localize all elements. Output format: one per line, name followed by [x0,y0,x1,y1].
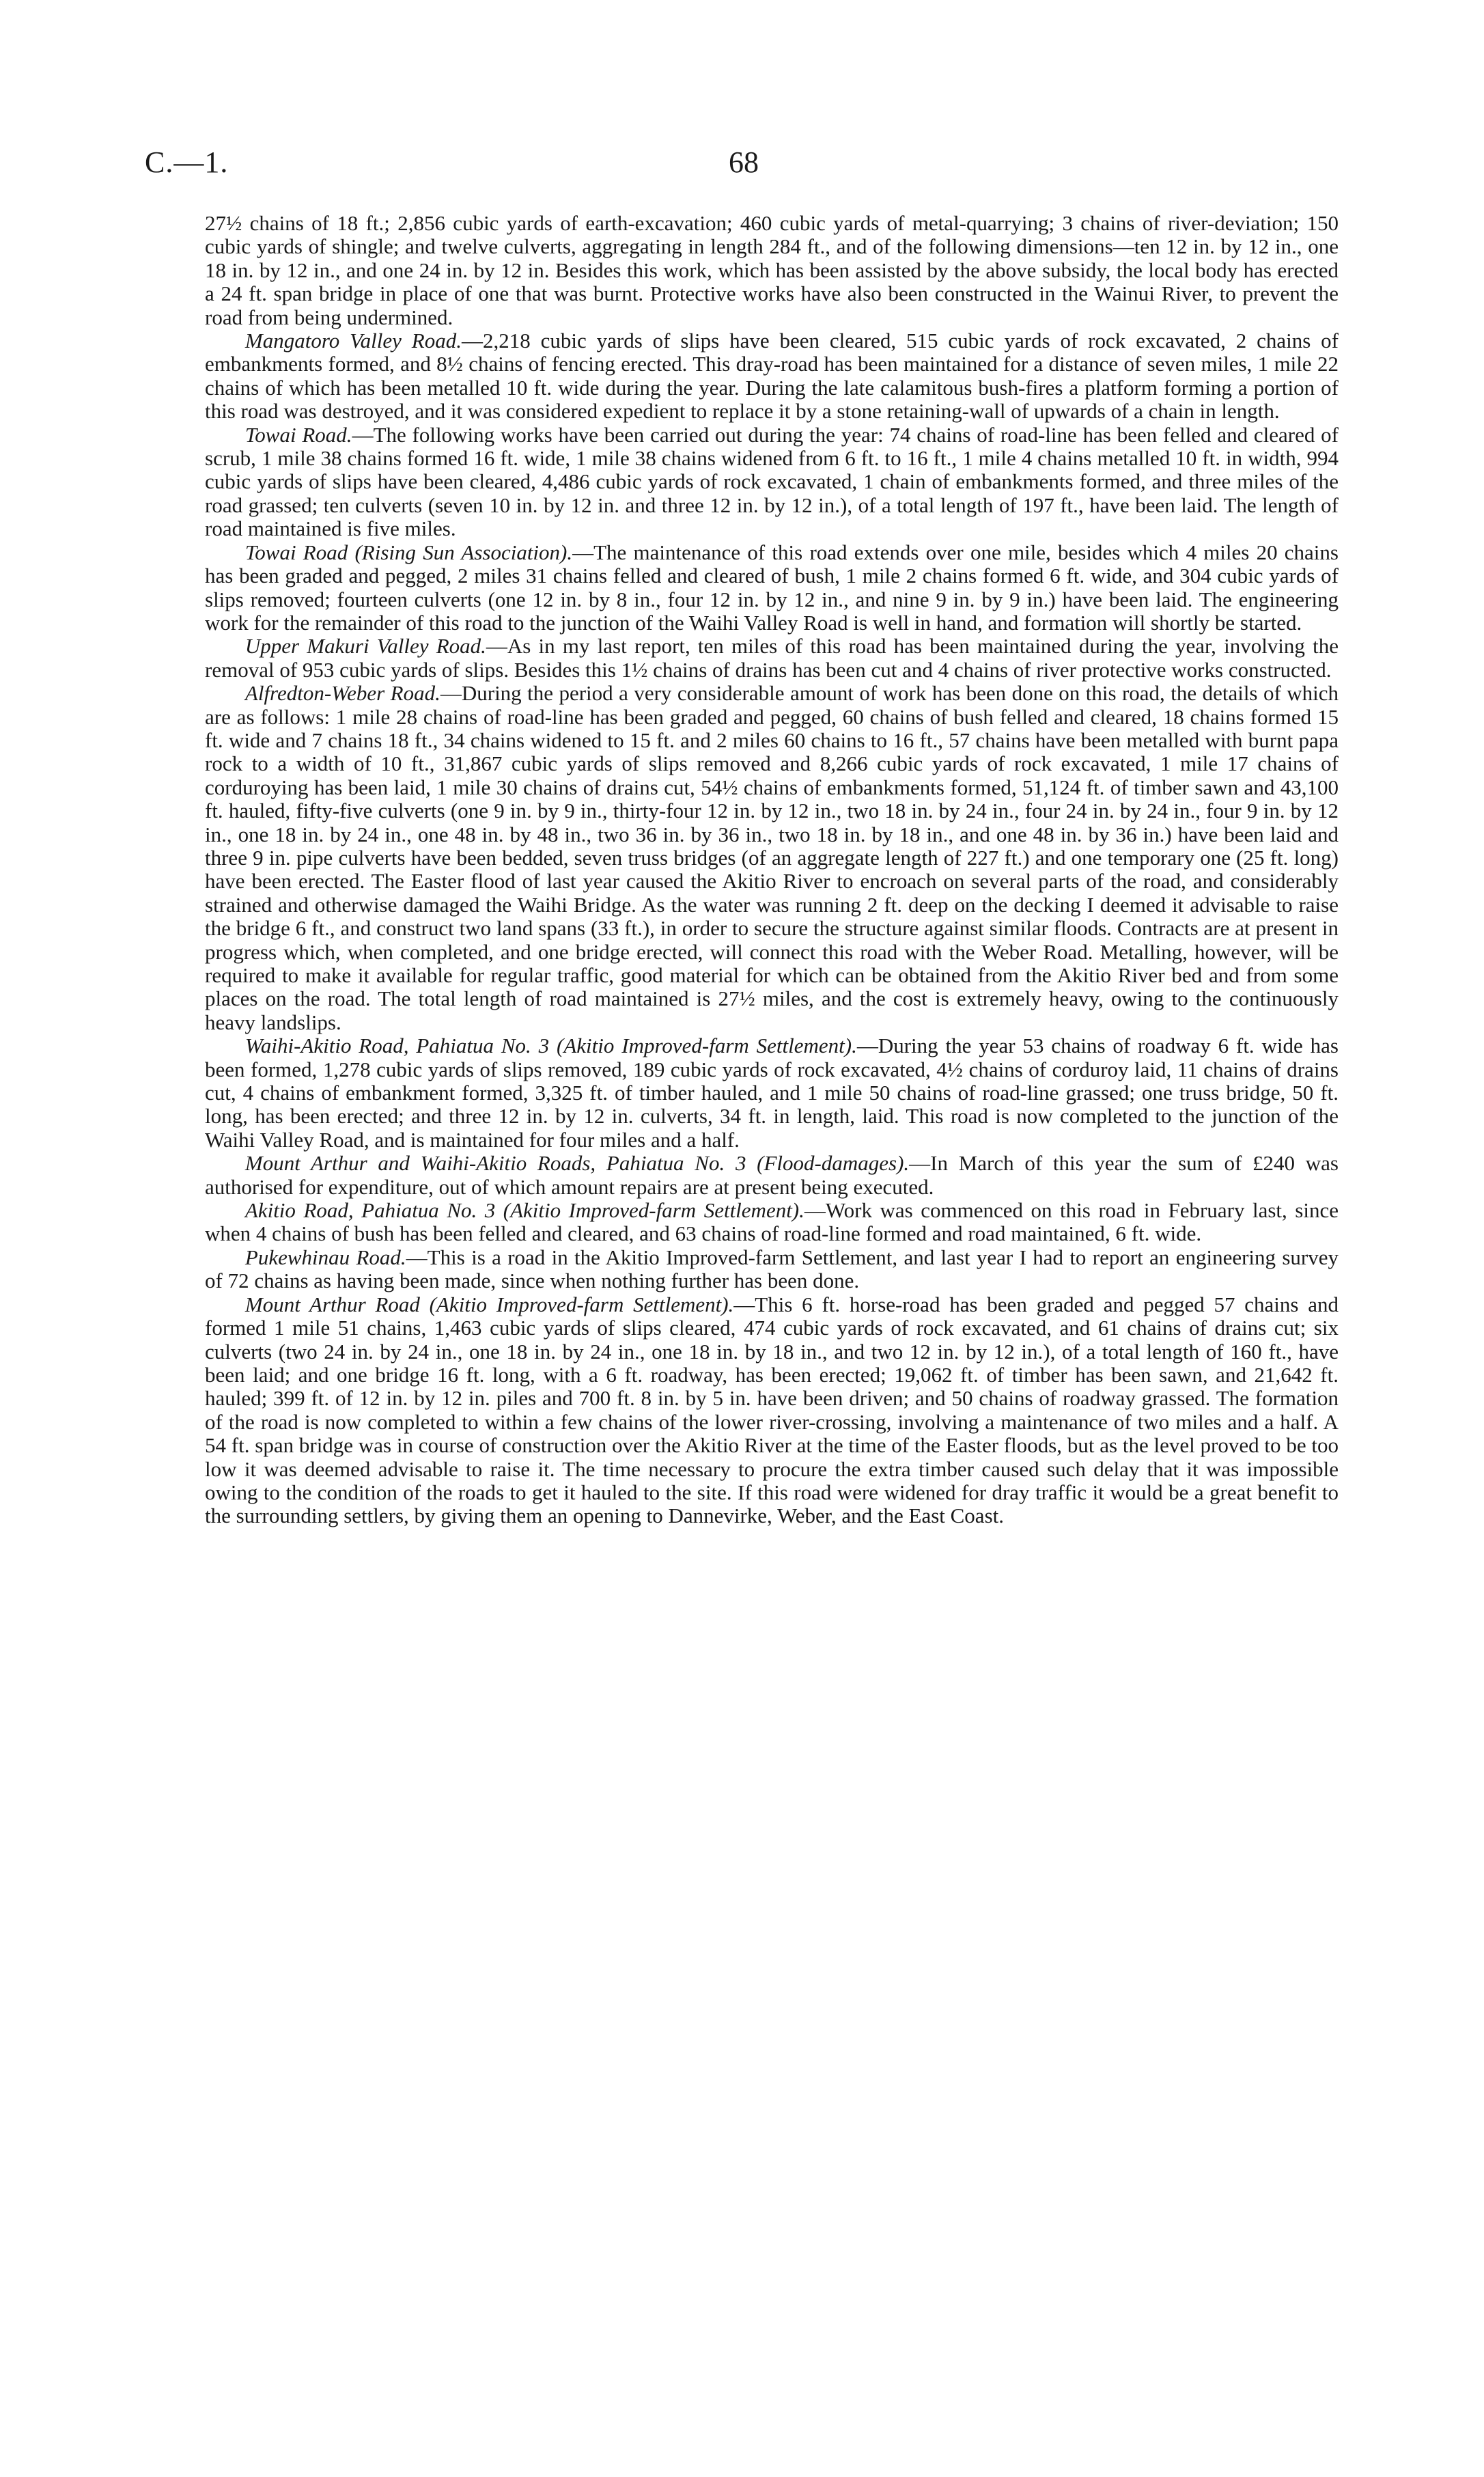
page-number: 68 [729,146,759,179]
paragraph-mangatoro-valley-road [205,329,1339,424]
paragraph-text: —This 6 ft. horse-road has been graded and pegged 57 chains and formed 1 mile 51 chains, 1,463 cubic yards of slips cleared, 474 cubic yards of rock excavated, and 61 chains of drains cut; six culverts (two 24 in. by 24 in., one 18 in. by 24 in., one 18 in. by 18 in., and two 12 in. by 12 in.), of a total length of 160 ft., have been laid; and one bridge 16 ft. long, with a 6 ft. roadway, has been erected; 19,062 ft. of timber has been sawn, and 21,642 ft. hauled; 399 ft. of 12 in. by 12 in. piles and 700 ft. 8 in. by 5 in. have been driven; and 50 chains of roadway grassed. The formation of the road is now completed to within a few chains of the lower river-crossing, involving a maintenance of two miles and a half. A 54 ft. span bridge was in course of construction over the Akitio River at the time of the Easter floods, but as the level proved to be too low it was deemed advisable to raise it. The time necessary to procure the extra timber caused such delay that it was impossible owing to the condition of the roads to get it hauled to the site. If this road were widened for dray traffic it would be a great benefit to the surrounding settlers, by giving them an opening to Dannevirke, Weber, and the East Coast. [205,1292,1339,1528]
paragraph-heading: Towai Road. [244,422,352,447]
paragraph-pukewhinau-road [205,1246,1339,1293]
paragraph-mount-arthur-road [205,1293,1339,1528]
paragraph-heading: Pukewhinau Road. [244,1245,406,1269]
paragraph-text: —During the year 53 chains of roadway 6 ft. wide has been formed, 1,278 cubic yards of slips removed, 189 cubic yards of rock excavated, 4½ chains of corduroy laid, 11 chains of drains cut, 4 chains of embankment formed, 3,325 ft. of timber hauled, and 1 mile 50 chains of road-line grassed; one truss bridge, 50 ft. long, has been erected; and three 12 in. by 12 in. culverts, 34 ft. in length, laid. This road is now completed to the junction of the Waihi Valley Road, and is maintained for four miles and a half. [205,1034,1339,1152]
paragraph-waihi-akitio-road [205,1034,1339,1152]
paragraph-text: —During the period a very considerable amount of work has been done on this road, the details of which are as follows: 1 mile 28 chains of road-line has been graded and pegged, 60 chains of bush felled and cleared, 18 chains formed 15 ft. wide and 7 chains 18 ft., 34 chains widened to 15 ft. and 2 miles 60 chains to 16 ft., 57 chains have been metalled with burnt papa rock to a width of 10 ft., 31,867 cubic yards of slips removed and 8,266 cubic yards of rock excavated, 1 mile 17 chains of corduroying has been laid, 1 mile 30 chains of drains cut, 54½ chains of embankments formed, 51,124 ft. of timber sawn and 43,100 ft. hauled, fifty-five culverts (one 9 in. by 9 in., thirty-four 12 in. by 12 in., two 18 in. by 24 in., four 24 in. by 24 in., four 9 in. by 12 in., one 18 in. by 24 in., one 48 in. by 48 in., two 36 in. by 36 in., two 18 in. by 18 in., and one 48 in. by 36 in.) have been laid and three 9 in. pipe culverts have been bedded, seven truss bridges (of an aggregate length of 227 ft.) and one temporary one (25 ft. long) have been erected. The Easter flood of last year caused the Akitio River to encroach on several parts of the road, and considerably strained and otherwise damaged the Waihi Bridge. As the water was running 2 ft. deep on the decking I deemed it advisable to raise the bridge 6 ft., and construct two land spans (33 ft.), in order to secure the structure against similar floods. Contracts are at present in progress which, when completed, and one bridge erected, will connect this road with the Weber Road. Metalling, however, will be required to make it available for regular traffic, good material for which can be obtained from the Akitio River bed and from some places on the road. The total length of road maintained is 27½ miles, and the cost is extremely heavy, owing to the continuously heavy landslips. [205,681,1339,1034]
paragraph-text: —This is a road in the Akitio Improved-farm Settlement, and last year I had to report an engineering survey of 72 chains as having been made, since when nothing further has been done. [205,1245,1339,1293]
paragraph-heading: Towai Road (Rising Sun Association). [244,540,573,564]
paragraph-text: —In March of this year the sum of £240 was authorised for expenditure, out of which amount repairs are at present being executed. [205,1151,1339,1199]
paragraph-towai-road [205,424,1339,541]
paragraph-continuation [205,212,1339,329]
paragraph-heading: Waihi-Akitio Road, Pahiatua No. 3 (Akitio Improved-farm Settlement). [244,1034,857,1058]
document-reference: C.—1. [145,146,229,179]
paragraph-text: —Work was commenced on this road in February last, since when 4 chains of bush has been felled and cleared, and 63 chains of road-line formed and road maintained, 6 ft. wide. [205,1198,1339,1246]
paragraph-upper-makuri-valley-road [205,635,1339,682]
paragraph-heading: Akitio Road, Pahiatua No. 3 (Akitio Improved-farm Settlement). [244,1198,804,1223]
paragraph-text: —2,218 cubic yards of slips have been cleared, 515 cubic yards of rock excavated, 2 chains of embankments formed, and 8½ chains of fencing erected. This dray-road has been maintained for a distance of seven miles, 1 mile 22 chains of which has been metalled 10 ft. wide during the year. During the late calamitous bush-fires a platform forming a portion of this road was destroyed, and it was considered expedient to replace it by a stone retaining-wall of upwards of a chain in length. [205,329,1339,424]
page-header [145,145,1340,186]
paragraph-heading: Mangatoro Valley Road. [244,329,462,353]
paragraph-heading: Mount Arthur Road (Akitio Improved-farm Settlement). [244,1292,734,1316]
report-body [205,212,1339,1528]
paragraph-heading: Upper Makuri Valley Road. [244,634,486,659]
paragraph-text: 27½ chains of 18 ft.; 2,856 cubic yards of earth-excavation; 460 cubic yards of metal-quarrying; 3 chains of river-deviation; 150 cubic yards of shingle; and twelve culverts, aggregating in length 284 ft., and of the following dimensions—ten 12 in. by 12 in., one 18 in. by 12 in., and one 24 in. by 12 in. Besides this work, which has been assisted by the above subsidy, the local body has erected a 24 ft. span bridge in place of one that was burnt. Protective works have also been constructed in the Wainui River, to prevent the road from being undermined. [205,211,1339,329]
paragraph-text: —As in my last report, ten miles of this road has been maintained during the year, involving the removal of 953 cubic yards of slips. Besides this 1½ chains of drains has been cut and 4 chains of river protective works constructed. [205,634,1339,682]
paragraph-heading: Alfredton-Weber Road. [244,681,440,706]
paragraph-heading: Mount Arthur and Waihi-Akitio Roads, Pahiatua No. 3 (Flood-damages). [244,1151,910,1176]
paragraph-alfredton-weber-road [205,682,1339,1034]
paragraph-towai-road-rising-sun [205,541,1339,635]
paragraph-text: —The maintenance of this road extends over one mile, besides which 4 miles 20 chains has been graded and pegged, 2 miles 31 chains felled and cleared of bush, 1 mile 2 chains formed 6 ft. wide, and 304 cubic yards of slips removed; fourteen culverts (one 12 in. by 8 in., four 12 in. by 12 in., and nine 9 in. by 9 in.) have been laid. The engineering work for the remainder of this road to the junction of the Waihi Valley Road is well in hand, and formation will shortly be started. [205,540,1339,635]
paragraph-text: —The following works have been carried out during the year: 74 chains of road-line has been felled and cleared of scrub, 1 mile 38 chains formed 16 ft. wide, 1 mile 38 chains widened from 6 ft. to 16 ft., 1 mile 4 chains metalled 10 ft. in width, 994 cubic yards of slips have been cleared, 4,486 cubic yards of rock excavated, 1 chain of embankments formed, and three miles of the road grassed; ten culverts (seven 10 in. by 12 in. and three 12 in. by 12 in.), of a total length of 197 ft., have been laid. The length of road maintained is five miles. [205,422,1339,541]
paragraph-mount-arthur-flood-damages [205,1152,1339,1199]
paragraph-akitio-road [205,1199,1339,1246]
